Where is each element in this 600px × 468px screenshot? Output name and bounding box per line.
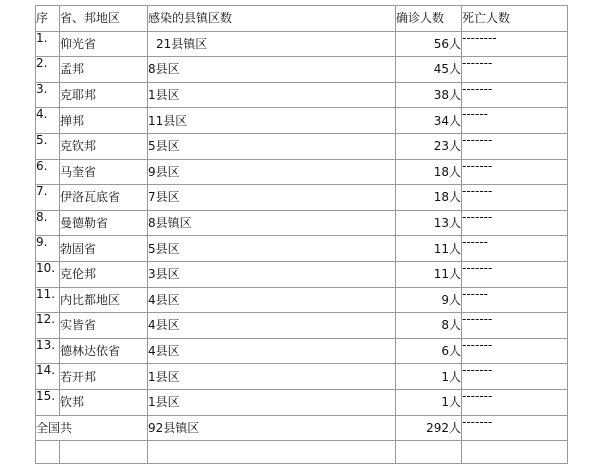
- row-region: 伊洛瓦底省: [60, 185, 148, 211]
- row-counties: 4县区: [148, 287, 396, 313]
- row-region: 孟邦: [60, 57, 148, 83]
- row-seq: 10.: [36, 261, 60, 287]
- row-deaths: ------: [462, 108, 568, 134]
- row-seq: 12.: [36, 313, 60, 339]
- row-seq: 3.: [36, 82, 60, 108]
- row-seq: 2.: [36, 57, 60, 83]
- row-seq: 7.: [36, 185, 60, 211]
- empty-cell: [60, 441, 148, 464]
- row-deaths: -------: [462, 133, 568, 159]
- row-seq: 13.: [36, 338, 60, 364]
- empty-cell: [148, 441, 396, 464]
- row-confirmed: 9人: [396, 287, 462, 313]
- row-region: 马奎省: [60, 159, 148, 185]
- table-row: [36, 108, 568, 134]
- row-confirmed: 6人: [396, 338, 462, 364]
- row-confirmed: 45人: [396, 57, 462, 83]
- row-deaths: -------: [462, 185, 568, 211]
- row-counties: 1县区: [148, 389, 396, 415]
- row-confirmed: 18人: [396, 185, 462, 211]
- covid-stats-table: [35, 5, 568, 464]
- row-seq: 14.: [36, 364, 60, 390]
- row-confirmed: 56人: [396, 31, 462, 57]
- empty-cell: [36, 441, 60, 464]
- row-counties: 1县区: [148, 364, 396, 390]
- row-counties: 4县区: [148, 338, 396, 364]
- row-deaths: -------: [462, 261, 568, 287]
- row-seq: 11.: [36, 287, 60, 313]
- row-region: 实皆省: [60, 313, 148, 339]
- table-row: [36, 338, 568, 364]
- row-region: 钦邦: [60, 389, 148, 415]
- table-row: [36, 82, 568, 108]
- row-deaths: -------: [462, 210, 568, 236]
- row-confirmed: 1人: [396, 389, 462, 415]
- row-region: 仰光省: [60, 31, 148, 57]
- row-deaths: -------: [462, 82, 568, 108]
- row-region: 克耶邦: [60, 82, 148, 108]
- header-confirmed: 确诊人数: [396, 6, 462, 32]
- total-row: [36, 415, 568, 441]
- empty-row: [36, 441, 568, 464]
- row-confirmed: 13人: [396, 210, 462, 236]
- row-confirmed: 8人: [396, 313, 462, 339]
- row-counties: 8县区: [148, 57, 396, 83]
- empty-cell: [462, 441, 568, 464]
- row-seq: 15.: [36, 389, 60, 415]
- header-seq: 序: [36, 6, 60, 32]
- table-row: [36, 159, 568, 185]
- row-seq: 5.: [36, 133, 60, 159]
- row-confirmed: 11人: [396, 236, 462, 262]
- row-seq: 4.: [36, 108, 60, 134]
- row-counties: 21县镇区: [148, 31, 396, 57]
- row-deaths: -------: [462, 389, 568, 415]
- table-row: [36, 389, 568, 415]
- row-confirmed: 34人: [396, 108, 462, 134]
- row-counties: 9县区: [148, 159, 396, 185]
- row-confirmed: 38人: [396, 82, 462, 108]
- row-deaths: -------: [462, 364, 568, 390]
- row-deaths: -------: [462, 159, 568, 185]
- header-deaths: 死亡人数: [462, 6, 568, 32]
- table-row: [36, 210, 568, 236]
- header-row: [36, 6, 568, 32]
- row-counties: 1县区: [148, 82, 396, 108]
- header-counties: 感染的县镇区数: [148, 6, 396, 32]
- table-row: [36, 261, 568, 287]
- row-counties: 3县区: [148, 261, 396, 287]
- row-counties: 11县区: [148, 108, 396, 134]
- total-label: 全国共: [36, 415, 148, 441]
- table-row: [36, 185, 568, 211]
- row-counties: 5县区: [148, 133, 396, 159]
- row-region: 德林达依省: [60, 338, 148, 364]
- row-region: 内比都地区: [60, 287, 148, 313]
- row-deaths: -------: [462, 338, 568, 364]
- table-row: [36, 31, 568, 57]
- table-row: [36, 364, 568, 390]
- row-region: 若开邦: [60, 364, 148, 390]
- row-region: 克钦邦: [60, 133, 148, 159]
- row-confirmed: 18人: [396, 159, 462, 185]
- table-row: [36, 236, 568, 262]
- row-seq: 8.: [36, 210, 60, 236]
- row-confirmed: 11人: [396, 261, 462, 287]
- row-region: 曼德勒省: [60, 210, 148, 236]
- row-deaths: -------: [462, 57, 568, 83]
- row-deaths: ------: [462, 287, 568, 313]
- row-confirmed: 23人: [396, 133, 462, 159]
- header-region: 省、邦地区: [60, 6, 148, 32]
- row-seq: 9.: [36, 236, 60, 262]
- row-seq: 1.: [36, 31, 60, 57]
- row-deaths: -------: [462, 313, 568, 339]
- empty-cell: [396, 441, 462, 464]
- row-deaths: ------: [462, 236, 568, 262]
- row-counties: 8县镇区: [148, 210, 396, 236]
- total-confirmed: 292人: [396, 415, 462, 441]
- row-counties: 4县区: [148, 313, 396, 339]
- row-region: 勃固省: [60, 236, 148, 262]
- table-row: [36, 57, 568, 83]
- total-counties: 92县镇区: [148, 415, 396, 441]
- table-row: [36, 287, 568, 313]
- table-row: [36, 313, 568, 339]
- row-region: 掸邦: [60, 108, 148, 134]
- table-row: [36, 133, 568, 159]
- row-counties: 5县区: [148, 236, 396, 262]
- row-confirmed: 1人: [396, 364, 462, 390]
- row-deaths: --------: [462, 31, 568, 57]
- row-counties: 7县区: [148, 185, 396, 211]
- row-seq: 6.: [36, 159, 60, 185]
- row-region: 克伦邦: [60, 261, 148, 287]
- total-deaths: -------: [462, 415, 568, 441]
